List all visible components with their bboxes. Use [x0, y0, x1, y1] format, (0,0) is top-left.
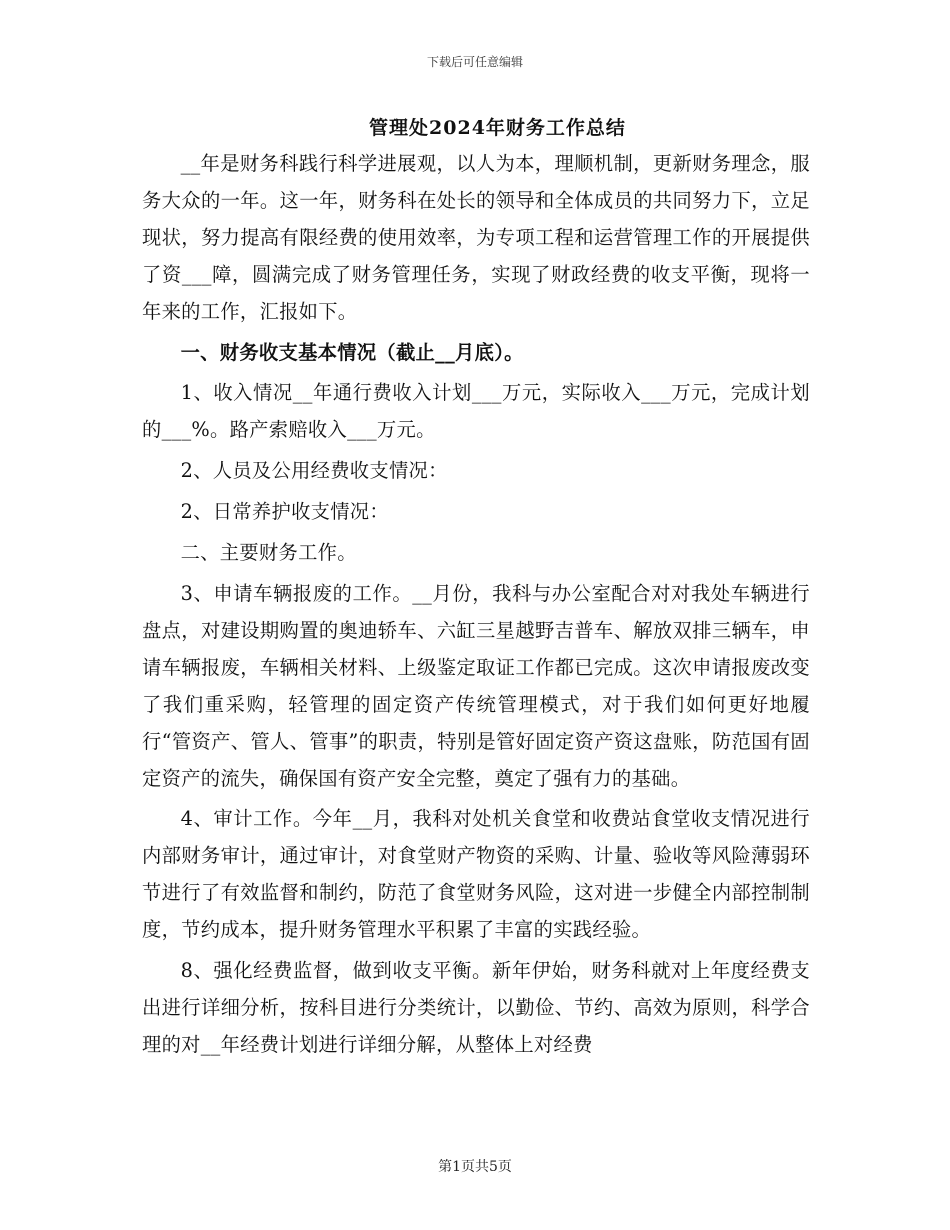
page-number: 第1页共5页	[438, 1159, 512, 1175]
paragraph-audit: 4、审计工作。今年__月，我科对处机关食堂和收费站食堂收支情况进行内部财务审计，通过审计，对食堂财产物资的采购、计量、验收等风险薄弱环节进行了有效监督和制约，防范了食堂财务风险，这对进一步健全内部控制制度，节约成本，提升财务管理水平积累了丰富的实践经验。	[142, 807, 810, 942]
document-body	[142, 146, 810, 1064]
paragraph-maintenance-expenses: 2、日常养护收支情况：	[180, 500, 389, 524]
paragraph-income: 1、收入情况__年通行费收入计划___万元，实际收入___万元，完成计划的___%。路产索赔收入___万元。	[142, 381, 810, 442]
header-note: 下载后可任意编辑	[426, 55, 523, 69]
paragraph-intro: __年是财务科践行科学进展观，以人为本，理顺机制，更新财务理念，服务大众的一年。这一年，财务科在处长的领导和全体成员的共同努力下，立足现状，努力提高有限经费的使用效率，为专项工程和运营管理工作的开展提供了资___障，圆满完成了财务管理任务，实现了财政经费的收支平衡，现将一年来的工作，汇报如下。	[142, 152, 810, 323]
document-title: 管理处2024年财务工作总结	[369, 117, 626, 139]
paragraph-expense-supervision: 8、强化经费监督，做到收支平衡。新年伊始，财务科就对上年度经费支出进行详细分析，按科目进行分类统计，以勤俭、节约、高效为原则，科学合理的对__年经费计划进行详细分解，从整体上对经费	[142, 959, 810, 1056]
paragraph-vehicle-scrapping: 3、申请车辆报废的工作。__月份，我科与办公室配合对对我处车辆进行盘点，对建设期购置的奥迪轿车、六缸三星越野吉普车、解放双排三辆车，申请车辆报废，车辆相关材料、上级鉴定取证工作都已完成。这次申请报废改变了我们重采购，轻管理的固定资产传统管理模式，对于我们如何更好地履行“管资产、管人、管事”的职责，特别是管好固定资产资这盘账，防范国有固定资产的流失，确保国有资产安全完整，奠定了强有力的基础。	[142, 581, 810, 790]
section-heading-1: 一、财务收支基本情况（截止__月底）。	[180, 340, 524, 364]
section-heading-2: 二、主要财务工作。	[180, 541, 357, 565]
paragraph-personnel-expenses: 2、人员及公用经费收支情况：	[180, 459, 448, 483]
